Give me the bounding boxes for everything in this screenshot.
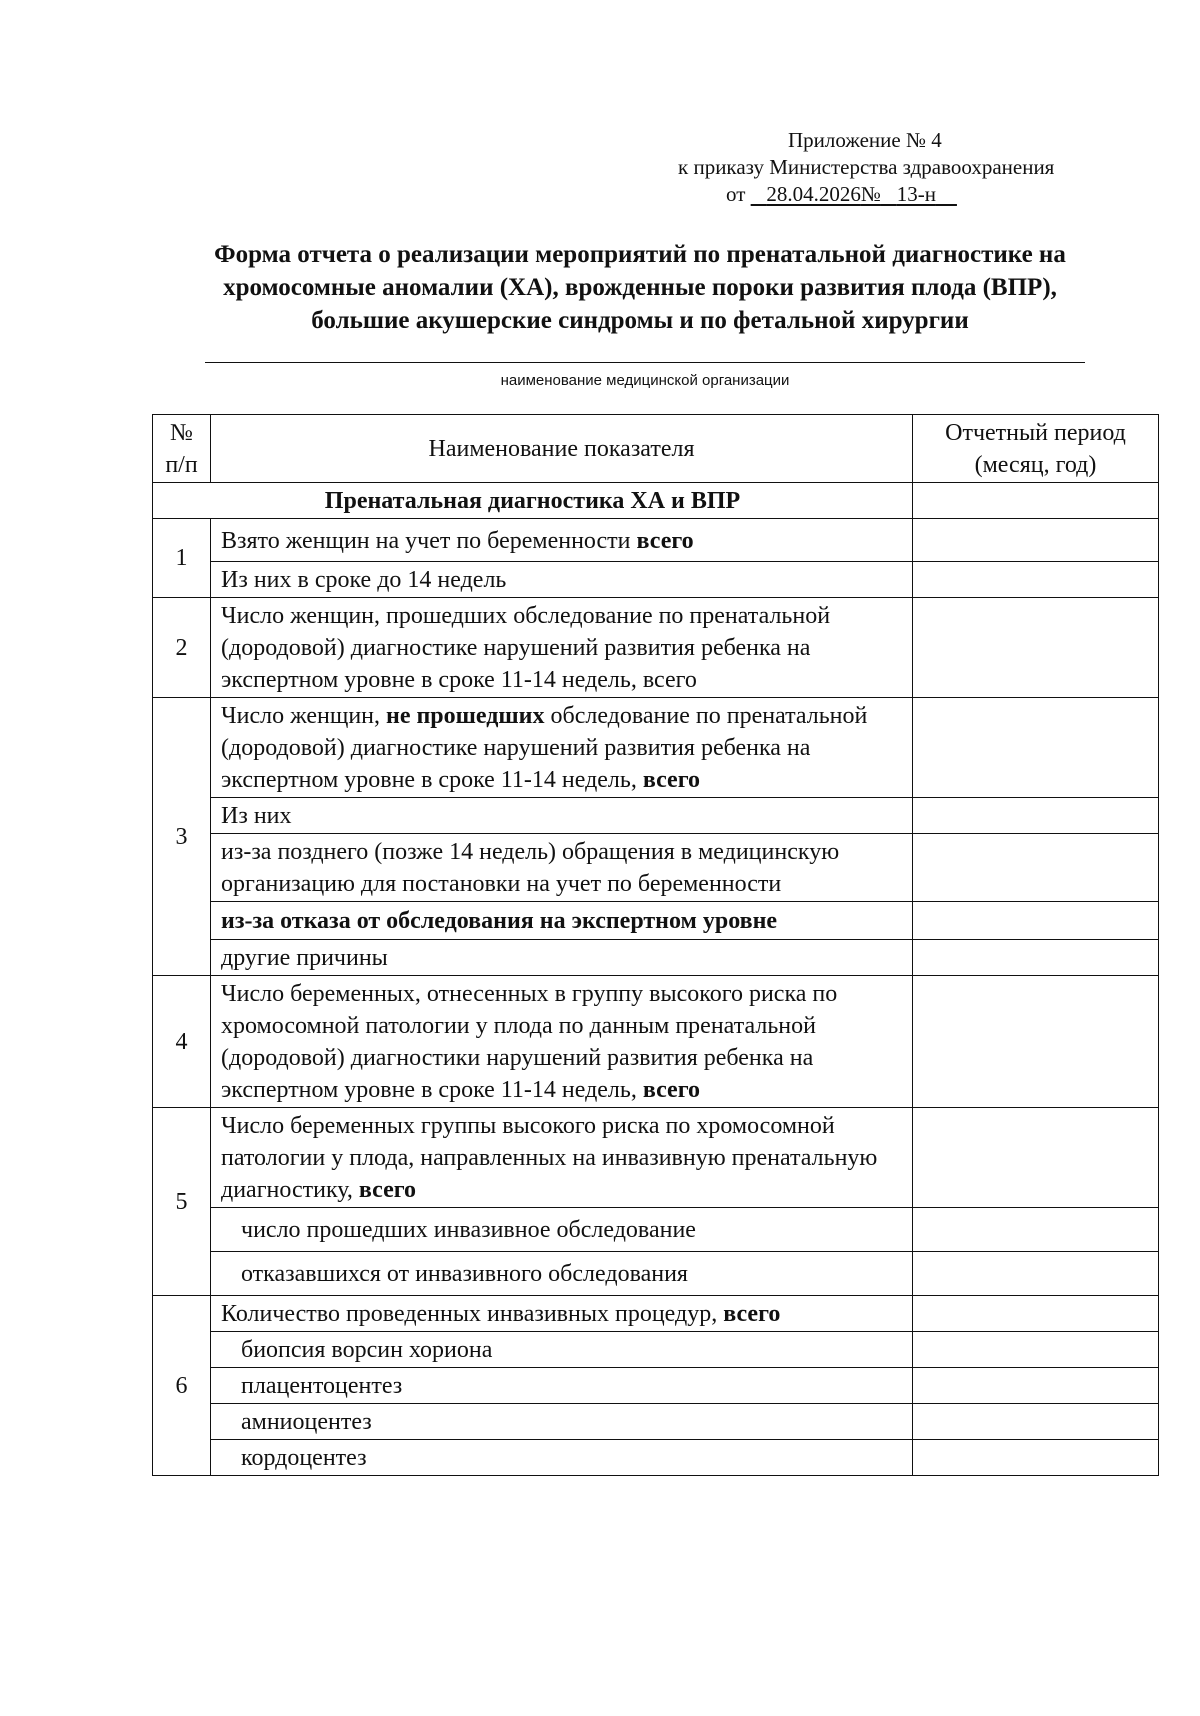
indicator-cell: другие причины (211, 940, 913, 976)
row-number: 1 (153, 519, 211, 598)
header-num (153, 415, 211, 483)
form-title-line: большие акушерские синдромы и по фетальной хирургии (311, 307, 969, 334)
value-cell[interactable] (913, 1404, 1159, 1440)
value-cell[interactable] (913, 1208, 1159, 1252)
header-period-line: Отчетный период (945, 420, 1126, 446)
annex-no-label: № (860, 182, 881, 206)
annex-block (678, 127, 1098, 208)
table-row (153, 1296, 1159, 1332)
indicator-cell: Число женщин, прошедших обследование по пренатальной (дородовой) диагностике нарушений развития ребенка на экспертном уровне в сроке 11-14 недель, всего (211, 598, 913, 698)
indicator-cell (211, 1296, 913, 1332)
table-header-row (153, 415, 1159, 483)
row-number: 4 (153, 976, 211, 1108)
value-cell[interactable] (913, 798, 1159, 834)
value-cell[interactable] (913, 1440, 1159, 1476)
report-table (152, 414, 1159, 1476)
value-cell[interactable] (913, 1108, 1159, 1208)
indicator-bold: всего (642, 1077, 701, 1103)
value-cell[interactable] (913, 483, 1159, 519)
value-cell[interactable] (913, 598, 1159, 698)
indicator-cell (211, 698, 913, 798)
row-number: 5 (153, 1108, 211, 1296)
value-cell[interactable] (913, 902, 1159, 940)
indicator-cell (211, 902, 913, 940)
header-indicator: Наименование показателя (211, 415, 913, 483)
value-cell[interactable] (913, 698, 1159, 798)
indicator-cell: из-за позднего (позже 14 недель) обращения в медицинскую организацию для постановки на учет по беременности (211, 834, 913, 902)
table-row (153, 1332, 1159, 1368)
indicator-cell (211, 976, 913, 1108)
value-cell[interactable] (913, 1332, 1159, 1368)
header-period-line: (месяц, год) (974, 452, 1097, 478)
table-row (153, 562, 1159, 598)
table-row (153, 1208, 1159, 1252)
annex-from-label: от (726, 182, 746, 206)
indicator-cell: отказавшихся от инвазивного обследования (211, 1252, 913, 1296)
organization-name-field[interactable] (205, 362, 1085, 363)
annex-number: 13-н (896, 182, 936, 206)
indicator-text: Число беременных, отнесенных в группу высокого риска по хромосомной патологии у плода по данным пренатальной (дородовой) диагностики нарушений развития ребенка на экспертном уровне в сроке 11-14 недель, (221, 981, 838, 1103)
indicator-cell: число прошедших инвазивное обследование (211, 1208, 913, 1252)
header-num-line: п/п (165, 451, 198, 478)
table-row (153, 519, 1159, 562)
row-number: 3 (153, 698, 211, 976)
header-period (913, 415, 1159, 483)
annex-title: Приложение № 4 (788, 128, 942, 152)
table-row (153, 598, 1159, 698)
indicator-text: Число женщин, (221, 703, 386, 729)
indicator-text: Количество проведенных инвазивных процедур, (221, 1301, 724, 1327)
value-cell[interactable] (913, 562, 1159, 598)
indicator-cell (211, 1108, 913, 1208)
indicator-bold: всего (723, 1301, 781, 1327)
table-row (153, 1368, 1159, 1404)
value-cell[interactable] (913, 1252, 1159, 1296)
value-cell[interactable] (913, 834, 1159, 902)
table-row (153, 1252, 1159, 1296)
form-title-line: хромосомные аномалии (ХА), врожденные пороки развития плода (ВПР), (223, 274, 1057, 301)
value-cell[interactable] (913, 940, 1159, 976)
organization-caption: наименование медицинской организации (500, 372, 790, 389)
form-title (150, 238, 1130, 337)
indicator-text: Взято женщин на учет по беременности (221, 527, 637, 554)
table-row (153, 976, 1159, 1108)
indicator-bold: всего (642, 767, 701, 793)
table-row (153, 1404, 1159, 1440)
table-row (153, 940, 1159, 976)
table-row (153, 798, 1159, 834)
section-title: Пренатальная диагностика ХА и ВПР (153, 483, 913, 519)
value-cell[interactable] (913, 1368, 1159, 1404)
table-row (153, 1108, 1159, 1208)
row-number: 2 (153, 598, 211, 698)
annex-order: к приказу Министерства здравоохранения (678, 155, 1055, 179)
section-row (153, 483, 1159, 519)
annex-date: 28.04.2026 (766, 182, 861, 206)
indicator-text: Число беременных группы высокого риска по хромосомной патологии у плода, направленных на инвазивную пренатальную диагностику, (221, 1113, 878, 1203)
table-row (153, 902, 1159, 940)
row-number: 6 (153, 1296, 211, 1476)
indicator-cell: Из них (211, 798, 913, 834)
form-title-line: Форма отчета о реализации мероприятий по пренатальной диагностике на (214, 241, 1066, 268)
annex-date-field (751, 182, 957, 206)
indicator-bold: всего (358, 1177, 417, 1203)
value-cell[interactable] (913, 976, 1159, 1108)
indicator-bold: не прошедших (386, 703, 545, 729)
indicator-cell (211, 519, 913, 562)
table-row (153, 834, 1159, 902)
header-num-line: № (170, 419, 193, 446)
indicator-bold: всего (636, 527, 694, 554)
indicator-cell: кордоцентез (211, 1440, 913, 1476)
table-row (153, 1440, 1159, 1476)
indicator-bold: из-за отказа от обследования на экспертном уровне (221, 908, 778, 934)
value-cell[interactable] (913, 519, 1159, 562)
indicator-cell: амниоцентез (211, 1404, 913, 1440)
annex-date-line (678, 181, 1098, 208)
indicator-cell: Из них в сроке до 14 недель (211, 562, 913, 598)
indicator-text: обследование по пренатальной (дородовой) диагностике нарушений развития ребенка на экспертном уровне в сроке 11-14 недель, (221, 703, 868, 793)
indicator-cell: плацентоцентез (211, 1368, 913, 1404)
value-cell[interactable] (913, 1296, 1159, 1332)
table-row (153, 698, 1159, 798)
indicator-cell: биопсия ворсин хориона (211, 1332, 913, 1368)
